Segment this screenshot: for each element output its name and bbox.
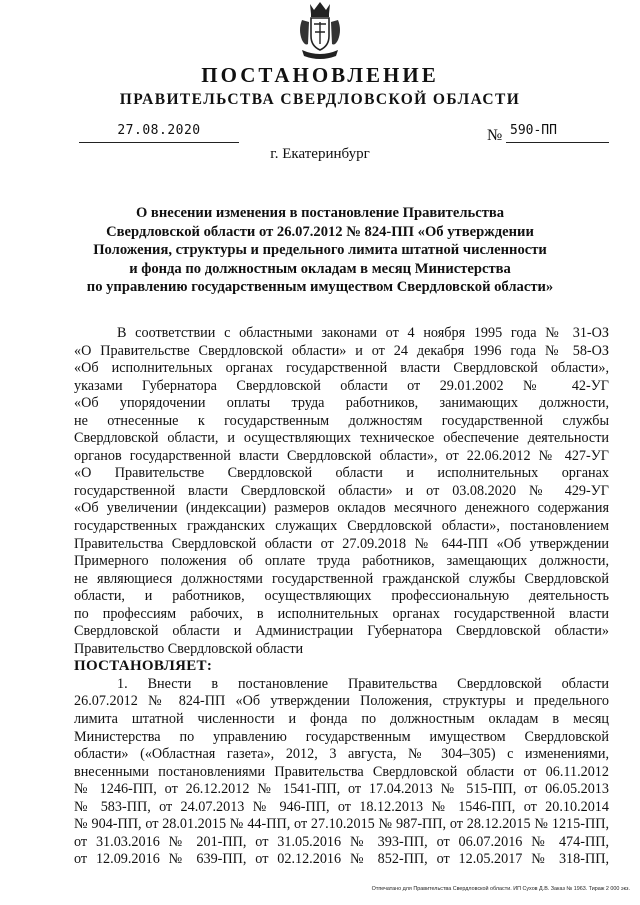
- number-underline: [506, 142, 609, 143]
- print-imprint: Отпечатано для Правительства Свердловской области. ИП Сухов Д.В. Заказ № 1963. Тираж 2 000 экз.: [371, 886, 630, 892]
- body-line: «Об упорядочении оплаты труда работников, занимающих должности,: [74, 395, 609, 412]
- body-line: «О Правительстве Свердловской области и исполнительных органах: [74, 465, 609, 482]
- heading-line: Свердловской области от 26.07.2012 № 824-ПП «Об утверждении: [106, 223, 534, 240]
- heading-line: по управлению государственным имуществом Свердловской области»: [86, 279, 554, 295]
- document-type-title: ПОСТАНОВЛЕНИЕ: [201, 63, 439, 87]
- item-line: 1. Внести в постановление Правительства Свердловской области: [117, 675, 609, 692]
- item-line: внесенными постановлениями Правительства Свердловской области от 06.11.2012: [74, 763, 609, 780]
- body-line: Свердловской области и Администрации Губернатора Свердловской области»: [74, 623, 609, 640]
- item-line: № 1246-ПП, от 26.12.2012 № 1541-ПП, от 17.04.2013 № 515-ПП, от 06.05.2013: [74, 781, 609, 798]
- item-line: № 583-ПП, от 24.07.2013 № 946-ПП, от 18.12.2013 № 1546-ПП, от 20.10.2014: [74, 798, 609, 815]
- body-line: государственной власти Свердловской области» и от 03.08.2020 № 429-УГ: [74, 482, 609, 499]
- body-line: не отнесенные к государственным должностям государственной службы: [74, 412, 609, 429]
- body-line: Правительство Свердловской области: [74, 640, 304, 657]
- body-line: Свердловской области, и осуществляющих техническое обеспечение деятельности: [74, 430, 609, 447]
- item-line: от 31.03.2016 № 201-ПП, от 31.05.2016 № 393-ПП, от 06.07.2016 № 474-ПП,: [74, 833, 609, 850]
- date-underline: [79, 142, 239, 143]
- body-line: Правительства Свердловской области от 27.09.2018 № 644-ПП «Об утверждении: [74, 535, 609, 552]
- document-number: 590-ПП: [510, 123, 557, 138]
- item-line: лимита штатной численности и фонда по должностным окладам в месяц: [74, 711, 609, 728]
- body-line: «Об увеличении (индексации) размеров окладов месячного денежного содержания: [74, 500, 609, 517]
- body-line: по профессиям рабочих, в исполнительных органах государственной власти: [74, 605, 609, 622]
- body-line: Примерного положения об оплате труда работников, замещающих должности,: [74, 553, 609, 570]
- heading-line: и фонда по должностным окладам в месяц Министерства: [129, 260, 511, 277]
- body-line: государственных гражданских служащих Свердловской области», постановлением: [74, 518, 609, 535]
- city: г. Екатеринбург: [270, 146, 370, 162]
- body-line: В соответствии с областными законами от 4 ноября 1995 года № 31-ОЗ: [117, 325, 609, 341]
- body-line: «Об исполнительных органах государственной власти Свердловской области»,: [74, 360, 609, 377]
- resolve-word: ПОСТАНОВЛЯЕТ:: [74, 658, 213, 675]
- item-line: 26.07.2012 № 824-ПП «Об утверждении Положения, структуры и предельного: [74, 693, 609, 710]
- document-body: [74, 325, 609, 869]
- body-line: органов государственной власти Свердловской области», от 22.06.2012 № 427-УГ: [74, 447, 609, 464]
- heading-line: Положения, структуры и предельного лимита штатной численности: [93, 242, 547, 258]
- item-line: Министерства по управлению государственным имуществом Свердловской: [74, 728, 609, 745]
- body-line: не являющиеся должностями государственной гражданской службы Свердловской: [74, 570, 609, 587]
- item-line: от 12.09.2016 № 639-ПП, от 02.12.2016 № 852-ПП, от 12.05.2017 № 318-ПП,: [74, 851, 609, 868]
- document-heading: [60, 204, 580, 297]
- item-line: области» («Областная газета», 2012, 3 августа, № 304–305) с изменениями,: [74, 746, 609, 763]
- body-line: области, и работников, осуществляющих профессиональную деятельность: [74, 588, 609, 605]
- coat-of-arms-icon: [296, 0, 344, 62]
- document-date: 27.08.2020: [117, 123, 201, 138]
- heading-line: О внесении изменения в постановление Правительства: [135, 205, 505, 221]
- body-line: «О Правительстве Свердловской области» и от 24 декабря 1996 года № 58-ОЗ: [74, 342, 609, 359]
- number-label: №: [487, 127, 503, 144]
- body-line: указами Губернатора Свердловской области от 29.01.2002 № 42-УГ: [74, 377, 609, 394]
- issuer-title: ПРАВИТЕЛЬСТВА СВЕРДЛОВСКОЙ ОБЛАСТИ: [119, 91, 521, 108]
- item-line: № 904-ПП, от 28.01.2015 № 44-ПП, от 27.10.2015 № 987-ПП, от 28.12.2015 № 1215-ПП,: [74, 816, 609, 833]
